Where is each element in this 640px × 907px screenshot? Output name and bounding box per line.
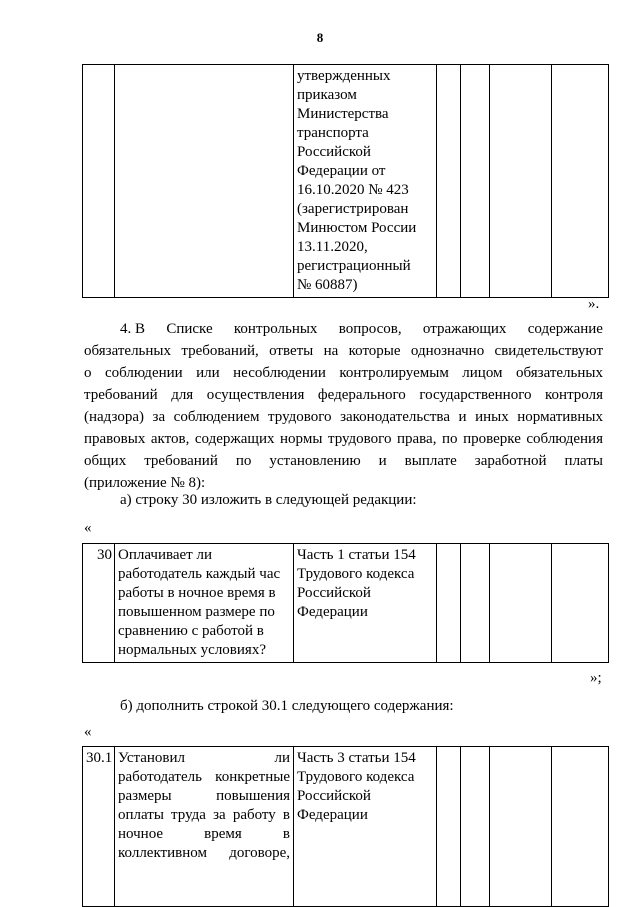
reference-line: Трудового кодекса bbox=[297, 566, 415, 582]
question-line: повышенном размере по bbox=[118, 604, 275, 620]
table-cell-question bbox=[115, 544, 294, 663]
paragraph-4-first-line bbox=[84, 318, 603, 340]
table-cell-answer-no bbox=[461, 747, 490, 907]
table-cell-reference bbox=[294, 747, 437, 907]
word: требований bbox=[144, 453, 218, 469]
table-cell-answer-no bbox=[461, 544, 490, 663]
word: Списке bbox=[166, 321, 213, 337]
reference-line: транспорта bbox=[297, 125, 369, 141]
question-line: нормальных условиях? bbox=[118, 642, 266, 658]
reference-line: Трудового кодекса bbox=[297, 769, 415, 785]
reference-line: Министерства bbox=[297, 106, 389, 122]
reference-line: Федерации от bbox=[297, 163, 386, 179]
word: заработной bbox=[474, 453, 547, 469]
reference-line: утвержденных bbox=[297, 68, 391, 84]
question-line: работодатель конкретные bbox=[118, 769, 290, 785]
table-cell-question bbox=[115, 65, 294, 298]
paragraph-spread-line bbox=[84, 450, 603, 472]
reference-line: Федерации bbox=[297, 604, 368, 620]
word: платы bbox=[564, 453, 603, 469]
question-line: ночное время в bbox=[118, 826, 290, 842]
word: и bbox=[378, 453, 387, 469]
table-cell-reference bbox=[294, 65, 437, 298]
word: содержание bbox=[527, 321, 603, 337]
closing-quote: »; bbox=[590, 670, 602, 686]
table-cell-reference bbox=[294, 544, 437, 663]
question-line: коллективном договоре, bbox=[118, 845, 290, 861]
item-b: б) дополнить строкой 30.1 следующего содержания: bbox=[120, 698, 454, 714]
question-line: оплаты труда за работу в bbox=[118, 807, 290, 823]
table-cell-note bbox=[552, 747, 609, 907]
word: выплате bbox=[404, 453, 457, 469]
reference-line: № 60887) bbox=[297, 277, 358, 293]
reference-line: (зарегистрирован bbox=[297, 201, 409, 217]
table-row bbox=[83, 544, 609, 663]
row-number: 30 bbox=[83, 544, 115, 663]
question-line: работодатель каждый час bbox=[118, 566, 281, 582]
reference-line: Российской bbox=[297, 788, 371, 804]
paragraph-line: обязательных требований, ответы на которые однозначно свидетельствуют bbox=[84, 343, 603, 359]
table-cell-answer-na bbox=[490, 544, 552, 663]
word: установлению bbox=[269, 453, 361, 469]
reference-line: Российской bbox=[297, 585, 371, 601]
question-line: Установил ли bbox=[118, 750, 290, 766]
page-number: 8 bbox=[316, 30, 324, 45]
opening-quote: « bbox=[84, 724, 92, 740]
paragraph-line: о соблюдении или несоблюдении контролируемым лицом обязательных bbox=[84, 365, 603, 381]
word: отражающих bbox=[422, 321, 507, 337]
table-cell-question bbox=[115, 747, 294, 907]
paragraph-line: (приложение № 8): bbox=[84, 475, 206, 491]
row-number: 30.1 bbox=[83, 747, 115, 907]
table-cell-answer-na bbox=[490, 65, 552, 298]
table-row bbox=[83, 747, 609, 907]
table-cell-number bbox=[83, 65, 115, 298]
reference-line: Минюстом России bbox=[297, 220, 417, 236]
question-line: работы в ночное время в bbox=[118, 585, 276, 601]
word: общих bbox=[84, 453, 127, 469]
opening-quote: « bbox=[84, 520, 92, 536]
row-30-table bbox=[82, 543, 609, 663]
reference-line: 16.10.2020 № 423 bbox=[297, 182, 409, 198]
reference-line: Часть 3 статьи 154 bbox=[297, 750, 416, 766]
reference-line: 13.11.2020, bbox=[297, 239, 368, 255]
question-line: размеры повышения bbox=[118, 788, 290, 804]
question-line: Оплачивает ли bbox=[118, 547, 212, 563]
reference-line: регистрационный bbox=[297, 258, 411, 274]
table-cell-answer-na bbox=[490, 747, 552, 907]
table-cell-answer-yes bbox=[437, 747, 461, 907]
word: по bbox=[235, 453, 252, 469]
reference-line: Часть 1 статьи 154 bbox=[297, 547, 416, 563]
continued-table bbox=[82, 64, 609, 298]
word: 4. В bbox=[120, 321, 146, 337]
reference-line: Федерации bbox=[297, 807, 368, 823]
question-line: сравнению с работой в bbox=[118, 623, 264, 639]
word: вопросов, bbox=[338, 321, 402, 337]
table-cell-note bbox=[552, 65, 609, 298]
reference-line: приказом bbox=[297, 87, 357, 103]
paragraph-line: правовых актов, содержащих нормы трудового права, по проверке соблюдения bbox=[84, 431, 603, 447]
closing-quote: ». bbox=[588, 296, 600, 312]
item-a: а) строку 30 изложить в следующей редакции: bbox=[120, 492, 417, 508]
reference-line: Российской bbox=[297, 144, 371, 160]
table-cell-note bbox=[552, 544, 609, 663]
word: контрольных bbox=[233, 321, 318, 337]
row-30-1-table bbox=[82, 746, 609, 907]
table-cell-answer-yes bbox=[437, 65, 461, 298]
paragraph-4 bbox=[84, 318, 603, 494]
paragraph-line: требований для осуществления федерального государственного контроля bbox=[84, 387, 603, 403]
paragraph-line: (надзора) за соблюдением трудового законодательства и иных нормативных bbox=[84, 409, 603, 425]
table-cell-answer-no bbox=[461, 65, 490, 298]
table-cell-answer-yes bbox=[437, 544, 461, 663]
